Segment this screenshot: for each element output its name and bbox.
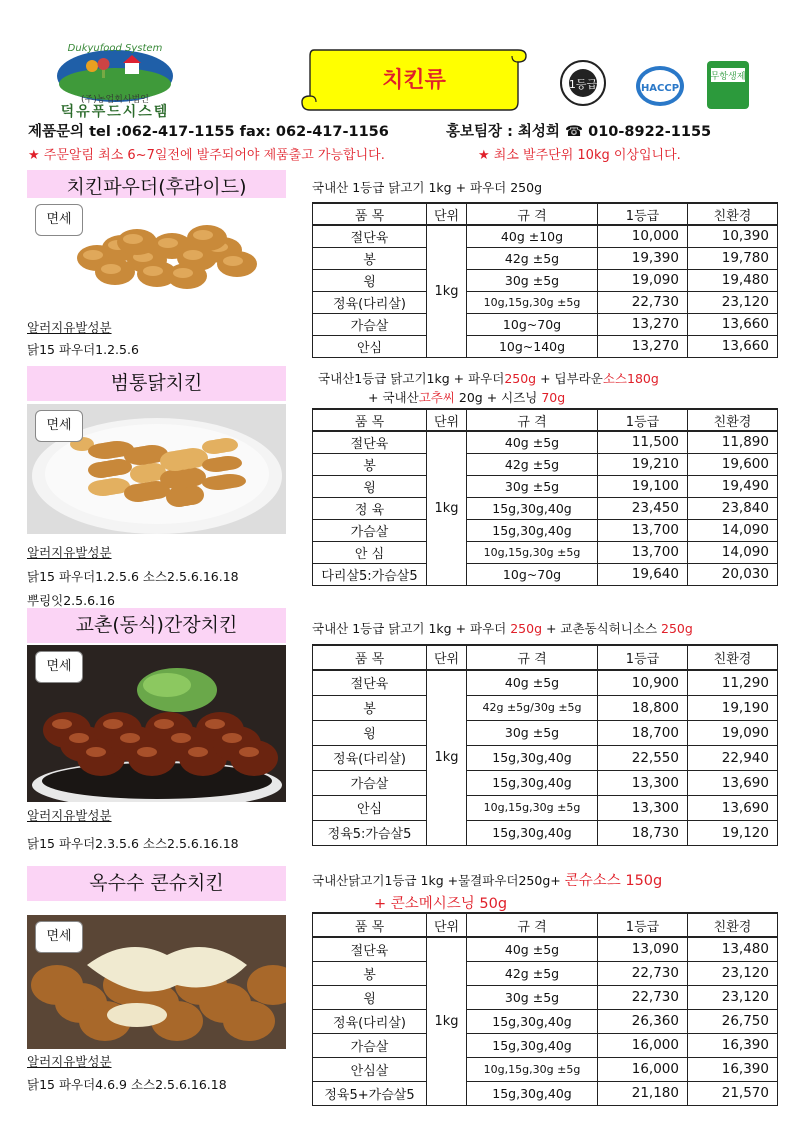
eco-price-cell: 19,090 xyxy=(688,720,778,745)
table-header: 품 목 xyxy=(313,913,427,937)
spec-cell: 10g,15g,30g ±5g xyxy=(467,291,598,313)
item-cell: 정육(다리살) xyxy=(313,291,427,313)
order-notice: ★ 주문알림 최소 6~7일전에 발주되어야 제품출고 가능합니다. xyxy=(28,148,385,163)
spec-cell: 30g ±5g xyxy=(467,985,598,1009)
item-cell: 가슴살 xyxy=(313,1033,427,1057)
eco-price-cell: 23,840 xyxy=(688,497,778,519)
table-header: 단위 xyxy=(427,409,467,431)
item-cell: 봉 xyxy=(313,695,427,720)
table-row xyxy=(313,1081,778,1105)
item-cell: 절단육 xyxy=(313,670,427,695)
page-title: 치킨류 xyxy=(382,68,446,93)
table-row xyxy=(313,937,778,961)
item-cell: 안심 xyxy=(313,795,427,820)
table-row xyxy=(313,247,778,269)
allergy-components: 닭15 파우더1.2.5.6 xyxy=(27,342,139,357)
item-cell: 절단육 xyxy=(313,225,427,247)
item-cell: 가슴살 xyxy=(313,770,427,795)
table-row xyxy=(313,770,778,795)
recipe-part: 소스180g xyxy=(602,371,659,386)
eco-price-cell: 13,660 xyxy=(688,335,778,357)
item-cell: 윙 xyxy=(313,475,427,497)
spec-cell: 15g,30g,40g xyxy=(467,497,598,519)
price-table-bumtong xyxy=(312,408,778,586)
table-row xyxy=(313,541,778,563)
eco-price-cell: 26,750 xyxy=(688,1009,778,1033)
grade1-price-cell: 13,700 xyxy=(598,519,688,541)
price-table-kyochon xyxy=(312,644,778,846)
eco-price-cell: 14,090 xyxy=(688,519,778,541)
grade1-price-cell: 18,730 xyxy=(598,820,688,845)
recipe-part: + 딥부라운 xyxy=(536,371,603,386)
unit-cell: 1kg xyxy=(427,937,467,1105)
eco-price-cell: 16,390 xyxy=(688,1057,778,1081)
tax-exempt-tag: 면세 xyxy=(35,410,83,442)
unit-cell: 1kg xyxy=(427,225,467,357)
grade1-price-cell: 13,090 xyxy=(598,937,688,961)
spec-cell: 10g,15g,30g ±5g xyxy=(467,1057,598,1081)
grade1-price-cell: 18,700 xyxy=(598,720,688,745)
eco-price-cell: 13,690 xyxy=(688,770,778,795)
grade1-price-cell: 13,300 xyxy=(598,770,688,795)
table-header: 친환경 xyxy=(688,913,778,937)
svg-text:무항생제: 무항생제 xyxy=(710,72,746,82)
item-cell: 봉 xyxy=(313,247,427,269)
grade1-cert-icon xyxy=(558,58,608,112)
recipe-line xyxy=(312,869,662,890)
eco-price-cell: 19,600 xyxy=(688,453,778,475)
table-header: 단위 xyxy=(427,913,467,937)
recipe-part: 국내산 1등급 닭고기 1kg + 파우더 250g xyxy=(312,180,543,195)
item-cell: 윙 xyxy=(313,269,427,291)
grade1-price-cell: 16,000 xyxy=(598,1033,688,1057)
grade1-price-cell: 19,390 xyxy=(598,247,688,269)
spec-cell: 30g ±5g xyxy=(467,720,598,745)
product-title-fried: 치킨파우더(후라이드) xyxy=(27,170,286,205)
eco-price-cell: 11,290 xyxy=(688,670,778,695)
tax-exempt-tag: 면세 xyxy=(35,651,83,683)
item-cell: 정 육 xyxy=(313,497,427,519)
eco-price-cell: 19,120 xyxy=(688,820,778,845)
recipe-part: + 국내산 xyxy=(368,390,419,405)
eco-price-cell: 13,480 xyxy=(688,937,778,961)
item-cell: 가슴살 xyxy=(313,519,427,541)
table-header: 품 목 xyxy=(313,203,427,225)
grade1-price-cell: 13,270 xyxy=(598,313,688,335)
item-cell: 정육(다리살) xyxy=(313,745,427,770)
table-row xyxy=(313,961,778,985)
recipe-part: 70g xyxy=(541,390,566,405)
recipe-part: 국내산1등급 닭고기1kg + 파우더 xyxy=(318,371,505,386)
eco-price-cell: 23,120 xyxy=(688,291,778,313)
grade1-price-cell: 10,900 xyxy=(598,670,688,695)
table-row xyxy=(313,291,778,313)
table-row xyxy=(313,335,778,357)
spec-cell: 15g,30g,40g xyxy=(467,1033,598,1057)
item-cell: 안 심 xyxy=(313,541,427,563)
eco-price-cell: 10,390 xyxy=(688,225,778,247)
recipe-part: + 교촌동식허니소스 xyxy=(542,621,662,636)
table-header: 규 격 xyxy=(467,913,598,937)
spec-cell: 30g ±5g xyxy=(467,475,598,497)
table-row xyxy=(313,1009,778,1033)
spec-cell: 42g ±5g/30g ±5g xyxy=(467,695,598,720)
item-cell: 정육5:가슴살5 xyxy=(313,820,427,845)
price-table-cornsu xyxy=(312,912,778,1106)
antibiotic-free-cert-icon xyxy=(706,60,750,110)
recipe-line xyxy=(368,388,565,406)
grade1-price-cell: 21,180 xyxy=(598,1081,688,1105)
recipe-part: 250g xyxy=(661,621,693,636)
grade1-price-cell: 18,800 xyxy=(598,695,688,720)
table-row xyxy=(313,519,778,541)
table-header: 1등급 xyxy=(598,645,688,670)
table-row xyxy=(313,497,778,519)
recipe-part: 250g xyxy=(510,621,543,636)
allergy-label: 알러지유발성분 xyxy=(27,808,112,823)
tax-exempt-tag: 면세 xyxy=(35,921,83,953)
product-title-kyochon: 교촌(동식)간장치킨 xyxy=(27,608,286,643)
item-cell: 봉 xyxy=(313,453,427,475)
eco-price-cell: 20,030 xyxy=(688,563,778,585)
allergy-label: 알러지유발성분 xyxy=(27,1054,112,1069)
svg-text:HACCP: HACCP xyxy=(640,83,680,94)
table-row xyxy=(313,670,778,695)
allergy-components: 닭15 파우더2.3.5.6 소스2.5.6.16.18 xyxy=(27,836,239,851)
recipe-part: 고추씨 xyxy=(418,390,455,405)
spec-cell: 40g ±5g xyxy=(467,431,598,453)
spec-cell: 15g,30g,40g xyxy=(467,745,598,770)
table-header: 1등급 xyxy=(598,203,688,225)
price-table-fried xyxy=(312,202,778,358)
eco-price-cell: 19,780 xyxy=(688,247,778,269)
grade1-price-cell: 19,640 xyxy=(598,563,688,585)
spec-cell: 42g ±5g xyxy=(467,453,598,475)
item-cell: 정육(다리살) xyxy=(313,1009,427,1033)
grade1-price-cell: 22,730 xyxy=(598,291,688,313)
recipe-part: 국내산 1등급 닭고기 1kg + 파우더 xyxy=(312,621,511,636)
table-header: 1등급 xyxy=(598,913,688,937)
table-header: 규 격 xyxy=(467,645,598,670)
unit-cell: 1kg xyxy=(427,670,467,845)
eco-price-cell: 21,570 xyxy=(688,1081,778,1105)
grade1-price-cell: 22,730 xyxy=(598,961,688,985)
table-header: 친환경 xyxy=(688,409,778,431)
spec-cell: 15g,30g,40g xyxy=(467,1009,598,1033)
sales-manager-contact: 홍보팀장 : 최성희 ☎ 010-8922-1155 xyxy=(446,124,712,140)
svg-text:Dukyufood System: Dukyufood System xyxy=(67,43,163,54)
haccp-cert-icon xyxy=(634,64,686,112)
item-cell: 정육5+가슴살5 xyxy=(313,1081,427,1105)
table-header: 1등급 xyxy=(598,409,688,431)
spec-cell: 15g,30g,40g xyxy=(467,770,598,795)
spec-cell: 15g,30g,40g xyxy=(467,820,598,845)
recipe-part: + 콘소메시즈닝 50g xyxy=(374,896,508,912)
company-name: 덕유푸드시스템 xyxy=(60,104,170,120)
eco-price-cell: 13,690 xyxy=(688,795,778,820)
recipe-line xyxy=(374,892,507,913)
eco-price-cell: 22,940 xyxy=(688,745,778,770)
contact-info: 제품문의 tel :062-417-1155 fax: 062-417-1156 xyxy=(28,124,389,140)
table-row xyxy=(313,313,778,335)
item-cell: 가슴살 xyxy=(313,313,427,335)
table-header: 단위 xyxy=(427,645,467,670)
table-header: 친환경 xyxy=(688,645,778,670)
spec-cell: 30g ±5g xyxy=(467,269,598,291)
grade1-price-cell: 16,000 xyxy=(598,1057,688,1081)
table-header: 규 격 xyxy=(467,203,598,225)
recipe-part: 20g + 시즈닝 xyxy=(454,390,542,405)
item-cell: 절단육 xyxy=(313,431,427,453)
table-row xyxy=(313,695,778,720)
table-header: 규 격 xyxy=(467,409,598,431)
eco-price-cell: 16,390 xyxy=(688,1033,778,1057)
grade1-price-cell: 13,270 xyxy=(598,335,688,357)
table-row xyxy=(313,1033,778,1057)
table-header: 친환경 xyxy=(688,203,778,225)
table-row xyxy=(313,225,778,247)
grade1-price-cell: 23,450 xyxy=(598,497,688,519)
product-photo-cornsu xyxy=(27,915,286,1049)
product-photo-bumtong xyxy=(27,404,286,534)
table-row xyxy=(313,795,778,820)
spec-cell: 40g ±5g xyxy=(467,670,598,695)
spec-cell: 42g ±5g xyxy=(467,247,598,269)
recipe-line xyxy=(318,369,659,387)
recipe-part: 국내산닭고기1등급 1kg +물결파우더250g+ xyxy=(312,873,565,888)
spec-cell: 40g ±10g xyxy=(467,225,598,247)
eco-price-cell: 11,890 xyxy=(688,431,778,453)
grade1-price-cell: 19,100 xyxy=(598,475,688,497)
allergy-components: 닭15 파우더1.2.5.6 소스2.5.6.16.18 xyxy=(27,569,239,584)
grade1-price-cell: 19,090 xyxy=(598,269,688,291)
allergy-label: 알러지유발성분 xyxy=(27,545,112,560)
table-header: 품 목 xyxy=(313,645,427,670)
eco-price-cell: 19,490 xyxy=(688,475,778,497)
item-cell: 안심살 xyxy=(313,1057,427,1081)
eco-price-cell: 19,480 xyxy=(688,269,778,291)
table-row xyxy=(313,475,778,497)
spec-cell: 10g~70g xyxy=(467,313,598,335)
grade1-price-cell: 10,000 xyxy=(598,225,688,247)
grade1-price-cell: 13,300 xyxy=(598,795,688,820)
spec-cell: 40g ±5g xyxy=(467,937,598,961)
table-row xyxy=(313,563,778,585)
grade1-price-cell: 19,210 xyxy=(598,453,688,475)
table-row xyxy=(313,820,778,845)
item-cell: 안심 xyxy=(313,335,427,357)
grade1-price-cell: 26,360 xyxy=(598,1009,688,1033)
spec-cell: 10g~70g xyxy=(467,563,598,585)
table-row xyxy=(313,453,778,475)
spec-cell: 42g ±5g xyxy=(467,961,598,985)
item-cell: 다리살5:가슴살5 xyxy=(313,563,427,585)
item-cell: 봉 xyxy=(313,961,427,985)
allergy-components: 닭15 파우더4.6.9 소스2.5.6.16.18 xyxy=(27,1077,227,1092)
eco-price-cell: 23,120 xyxy=(688,985,778,1009)
product-photo-kyochon xyxy=(27,645,286,802)
spec-cell: 15g,30g,40g xyxy=(467,1081,598,1105)
eco-price-cell: 19,190 xyxy=(688,695,778,720)
allergy-label: 알러지유발성분 xyxy=(27,320,112,335)
table-row xyxy=(313,269,778,291)
table-header: 품 목 xyxy=(313,409,427,431)
table-row xyxy=(313,720,778,745)
tax-exempt-tag: 면세 xyxy=(35,204,83,236)
product-photo-fried xyxy=(27,198,286,308)
grade1-price-cell: 11,500 xyxy=(598,431,688,453)
eco-price-cell: 23,120 xyxy=(688,961,778,985)
table-header: 단위 xyxy=(427,203,467,225)
grade1-price-cell: 22,550 xyxy=(598,745,688,770)
item-cell: 윙 xyxy=(313,720,427,745)
spec-cell: 10g,15g,30g ±5g xyxy=(467,541,598,563)
table-row xyxy=(313,745,778,770)
table-row xyxy=(313,985,778,1009)
spec-cell: 10g~140g xyxy=(467,335,598,357)
recipe-part: 250g xyxy=(504,371,537,386)
allergy-components: 뿌링잇2.5.6.16 xyxy=(27,593,115,608)
eco-price-cell: 13,660 xyxy=(688,313,778,335)
table-row xyxy=(313,1057,778,1081)
spec-cell: 15g,30g,40g xyxy=(467,519,598,541)
product-title-cornsu: 옥수수 콘슈치킨 xyxy=(27,866,286,901)
recipe-line xyxy=(312,178,542,196)
item-cell: 윙 xyxy=(313,985,427,1009)
grade1-price-cell: 13,700 xyxy=(598,541,688,563)
recipe-part: 콘슈소스 150g xyxy=(564,873,663,889)
item-cell: 절단육 xyxy=(313,937,427,961)
svg-text:1등급: 1등급 xyxy=(568,78,598,91)
product-title-bumtong: 범통닭치킨 xyxy=(27,366,286,401)
spec-cell: 10g,15g,30g ±5g xyxy=(467,795,598,820)
minimum-order-notice: ★ 최소 발주단위 10kg 이상입니다. xyxy=(478,148,681,163)
grade1-price-cell: 22,730 xyxy=(598,985,688,1009)
unit-cell: 1kg xyxy=(427,431,467,585)
recipe-line xyxy=(312,619,693,637)
company-sub-name: (주)농업회사법인 xyxy=(81,95,149,105)
eco-price-cell: 14,090 xyxy=(688,541,778,563)
table-row xyxy=(313,431,778,453)
